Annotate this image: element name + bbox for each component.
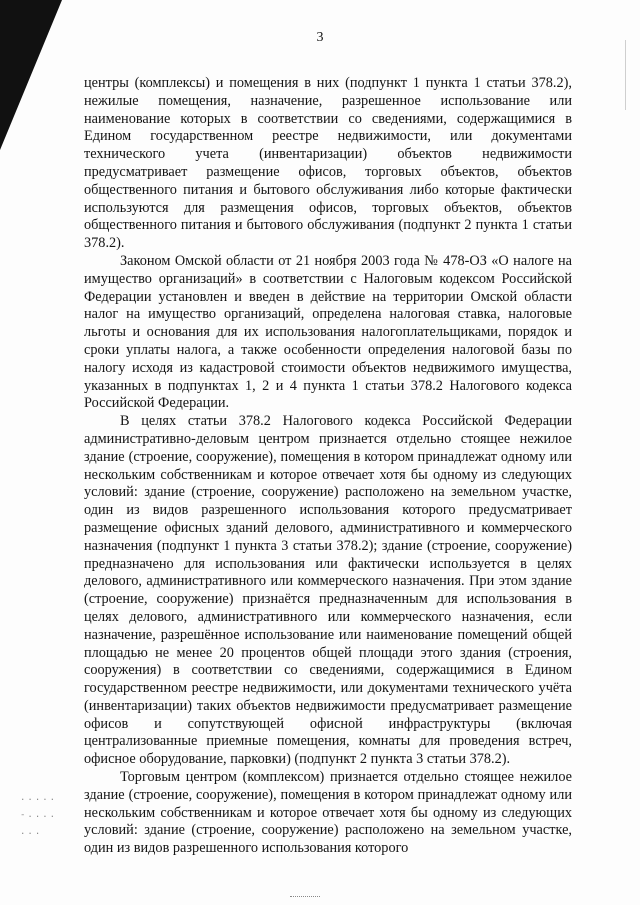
paragraph-2: Законом Омской области от 21 ноября 2003 года № 478-ОЗ «О налоге на имущество организаций» в соответствии с Налоговым кодексом Российской Федерации установлен и введен в действие на территории Омской области налог на имущество организаций, определена налоговая ставка, налоговые льготы и основания для их использования налогоплательщиками, порядок и сроки уплаты налога, а также особенности определения налоговой базы по налогу исходя из кадастровой стоимости объектов недвижимого имущества, указанных в подпунктах 1, 2 и 4 пункта 1 статьи 378.2 Налогового кодекса Российской Федерации. bbox=[84, 252, 572, 412]
scan-edge-mark bbox=[625, 40, 626, 110]
paragraph-4: Торговым центром (комплексом) признается отдельно стоящее нежилое здание (строение, сооружение), помещения в котором принадлежат одному или нескольким собственникам и которое отвечает хотя бы одному из следующих условий: здание (строение, сооружение) расположено на земельном участке, один из видов разрешенного использования которого bbox=[84, 769, 572, 857]
margin-mark-1: ..... bbox=[20, 793, 58, 803]
paragraph-3: В целях статьи 378.2 Налогового кодекса Российской Федерации административно-деловым центром признается отдельно стоящее нежилое здание (строение, сооружение), помещения в котором принадлежат одному или нескольким собственникам и которое отвечает хотя бы одному из следующих условий: здание (строение, сооружение) расположено на земельном участке, один из видов разрешенного использования которого предусматривает размещение офисных зданий делового, административного и коммерческого назначения (подпункт 1 пункта 3 статьи 378.2); здание (строение, сооружение) предназначено для использования или фактически используется в целях делового, административного или коммерческого назначения. При этом здание (строение, сооружение) признаётся предназначенным для использования в целях делового, административного или коммерческого назначения, если назначение, разрешённое использование или наименование помещений общей площадью не менее 20 процентов общей площади этого здания (строения, сооружения) в соответствии со сведениями, содержащимися в Едином государственном реестре недвижимости, или документами технического учёта (инвентаризации) таких объектов недвижимости предусматривает размещение офисов и сопутствующей офисной инфраструктуры (включая централизованные приемные помещения, комнаты для проведения встреч, офисное оборудование, парковки) (подпункт 2 пункта 3 статьи 378.2). bbox=[84, 413, 572, 768]
body-text bbox=[84, 75, 572, 858]
page-number: 3 bbox=[316, 30, 324, 45]
paragraph-1: центры (комплексы) и помещения в них (подпункт 1 пункта 1 статьи 378.2), нежилые помещения, назначение, разрешенное использование или наименование которых в соответствии со сведениями, содержащимися в Едином государственном реестре недвижимости, или документами технического учета (инвентаризации) объектов недвижимости предусматривает размещение офисов, торговых объектов, объектов общественного питания и бытового обслуживания либо которые фактически используются для размещения офисов, торговых объектов, объектов общественного питания и бытового обслуживания (подпункт 2 пункта 1 статьи 378.2). bbox=[84, 75, 572, 252]
scan-bottom-mark bbox=[290, 893, 320, 897]
margin-mark-3: ... bbox=[20, 827, 43, 837]
margin-mark-2: -.... bbox=[20, 810, 58, 820]
scan-shadow-corner bbox=[0, 0, 62, 150]
